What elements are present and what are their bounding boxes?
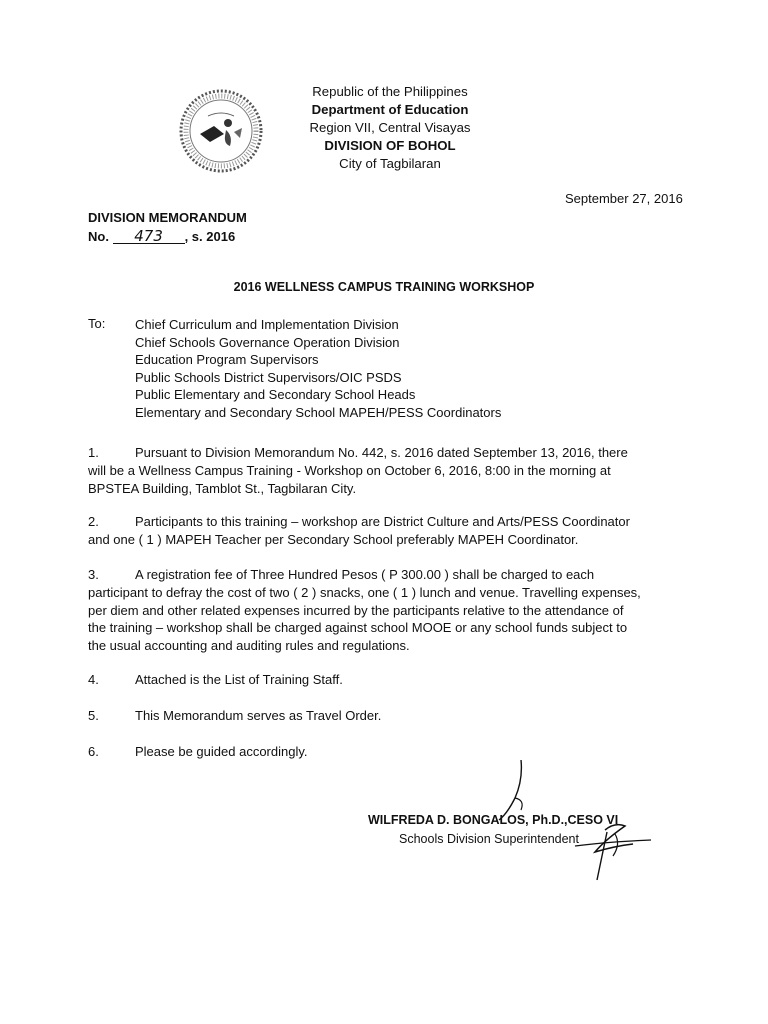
memo-number: 473 [113,229,185,244]
paragraph-3 [88,566,688,655]
memo-date: September 27, 2016 [565,191,683,206]
letterhead-division: DIVISION OF BOHOL [324,138,456,153]
item-text: Please be guided accordingly. [135,744,308,759]
item-number: 6. [88,744,99,759]
paragraph-number: 3. [88,567,99,582]
letterhead [305,83,475,173]
paragraph-line: Participants to this training – workshop are District Culture and Arts/PESS Coordinator [135,514,630,529]
signatory-name: WILFREDA D. BONGALOS, Ph.D.,CESO VI [368,813,619,827]
deped-seal-logo [178,88,264,174]
paragraph-line: Pursuant to Division Memorandum No. 442, s. 2016 dated September 13, 2016, there [135,445,628,460]
item-text: This Memorandum serves as Travel Order. [135,708,382,723]
paragraph-line: BPSTEA Building, Tamblot St., Tagbilaran City. [88,480,357,496]
signatory-title: Schools Division Superintendent [399,832,579,846]
memo-series: , s. 2016 [184,229,236,244]
paragraph-line: participant to defray the cost of two ( 2 ) snacks, one ( 1 ) lunch and venue. Travelling expenses, [88,584,641,600]
letterhead-department: Department of Education [311,102,469,117]
recipient-item: Chief Schools Governance Operation Division [135,334,400,350]
memo-heading [88,208,247,246]
recipients-list [135,316,501,422]
letterhead-city: City of Tagbilaran [339,156,441,171]
recipient-item: Public Schools District Supervisors/OIC PSDS [135,369,402,385]
item-4 [88,672,343,687]
paragraph-1 [88,444,688,497]
item-text: Attached is the List of Training Staff. [135,672,343,687]
paragraph-line: will be a Wellness Campus Training - Workshop on October 6, 2016, 8:00 in the morning at [88,462,611,478]
memo-number-line [88,227,247,246]
item-6 [88,744,308,759]
paragraph-line: and one ( 1 ) MAPEH Teacher per Secondary School preferably MAPEH Coordinator. [88,531,579,547]
to-label: To: [88,316,106,331]
paragraph-number: 1. [88,445,99,460]
paragraph-2 [88,513,688,549]
memo-heading-title: DIVISION MEMORANDUM [88,210,247,225]
recipient-item: Public Elementary and Secondary School Heads [135,387,416,403]
memo-title: 2016 WELLNESS CAMPUS TRAINING WORKSHOP [233,280,535,294]
item-5 [88,708,381,723]
recipient-item: Chief Curriculum and Implementation Division [135,317,399,332]
memo-no-label: No. [88,229,109,244]
letterhead-region: Region VII, Central Visayas [309,120,471,135]
paragraph-line: the usual accounting and auditing rules and regulations. [88,638,410,654]
paragraph-line: the training – workshop shall be charged against school MOOE or any school funds subject to [88,620,628,636]
recipient-item: Education Program Supervisors [135,352,319,368]
letterhead-republic: Republic of the Philippines [312,84,468,99]
paragraph-line: per diem and other related expenses incurred by the participants relative to the attendance of [88,602,624,618]
paragraph-number: 2. [88,514,99,529]
item-number: 4. [88,672,99,687]
paragraph-line: A registration fee of Three Hundred Pesos ( P 300.00 ) shall be charged to each [135,567,595,582]
item-number: 5. [88,708,99,723]
recipient-item: Elementary and Secondary School MAPEH/PESS Coordinators [135,404,502,420]
